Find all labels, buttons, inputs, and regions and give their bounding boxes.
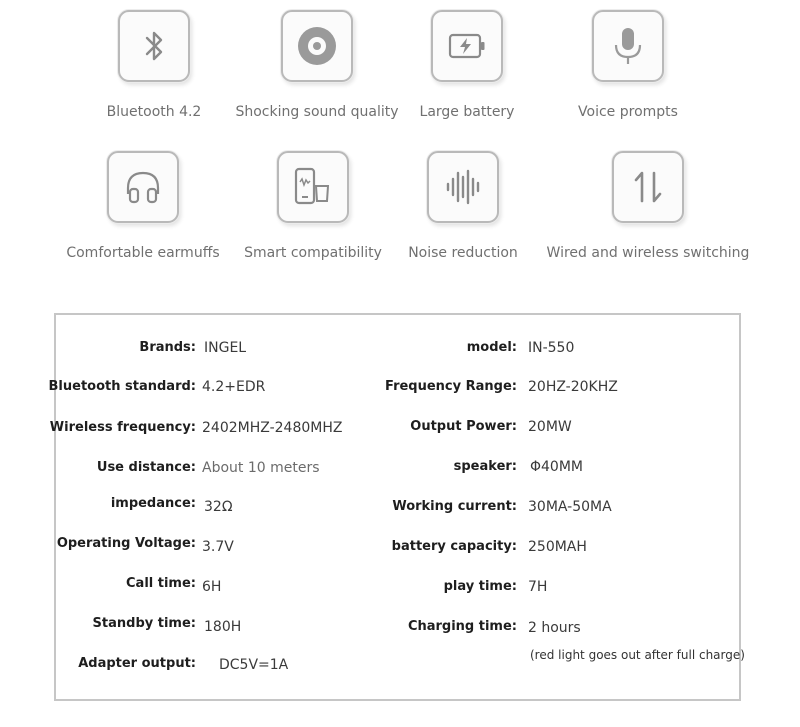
switch-arrows-icon <box>612 151 684 223</box>
spec-value: DC5V=1A <box>219 657 289 673</box>
spec-model <box>300 337 517 359</box>
spec-label: Working current: <box>392 499 517 514</box>
spec-value: 30MA-50MA <box>528 499 612 515</box>
spec-label: Operating Voltage: <box>56 536 196 551</box>
feature-label: Smart compatibility <box>244 245 382 261</box>
spec-value: About 10 meters <box>202 460 320 476</box>
spec-label: impedance: <box>110 496 196 511</box>
bluetooth-icon <box>118 10 190 82</box>
spec-value: IN-550 <box>528 340 575 356</box>
spec-label: Standby time: <box>92 616 196 631</box>
spec-label: Brands: <box>139 340 196 355</box>
spec-value: 2402MHZ-2480MHZ <box>202 420 343 436</box>
spec-value: 7H <box>528 579 548 595</box>
spec-working-current <box>300 496 517 518</box>
spec-label: Adapter output: <box>78 656 196 671</box>
spec-label: model: <box>466 340 517 355</box>
charging-note: (red light goes out after full charge) <box>530 648 745 662</box>
spec-frequency-range <box>300 376 517 398</box>
spec-impedance <box>0 493 196 515</box>
spec-value: 20MW <box>528 419 572 435</box>
spec-adapter-output <box>0 653 196 675</box>
spec-label: Output Power: <box>410 419 517 434</box>
spec-value: 4.2+EDR <box>202 379 266 395</box>
spec-label: Use distance: <box>96 460 196 475</box>
phone-cup-icon <box>277 151 349 223</box>
spec-value: 250MAH <box>528 539 587 555</box>
spec-charging-time <box>300 616 517 638</box>
battery-icon <box>431 10 503 82</box>
feature-wired-wireless <box>548 151 748 261</box>
spec-play-time <box>300 576 517 598</box>
headphones-icon <box>107 151 179 223</box>
spec-label: speaker: <box>453 459 517 474</box>
feature-noise-reduction <box>363 151 563 261</box>
spec-label: battery capacity: <box>391 539 517 554</box>
spec-label: play time: <box>443 579 517 594</box>
spec-value: Φ40MM <box>530 459 583 475</box>
spec-bluetooth-standard <box>0 376 196 398</box>
spec-value: 20HZ-20KHZ <box>528 379 618 395</box>
spec-operating-voltage <box>0 533 196 555</box>
feature-label: Large battery <box>419 104 515 120</box>
spec-value: 180H <box>204 619 242 635</box>
spec-label: Charging time: <box>407 619 517 634</box>
feature-voice-prompts <box>528 10 728 120</box>
feature-label: Wired and wireless switching <box>546 245 750 261</box>
spec-value: 32Ω <box>204 499 233 515</box>
spec-value: INGEL <box>204 340 247 356</box>
spec-label: Wireless frequency: <box>49 420 196 435</box>
sound-wave-icon <box>427 151 499 223</box>
spec-call-time <box>0 573 196 595</box>
spec-value: 6H <box>202 579 222 595</box>
disc-icon <box>281 10 353 82</box>
spec-standby-time <box>0 613 196 635</box>
spec-brands <box>0 337 196 359</box>
feature-label: Noise reduction <box>408 245 518 261</box>
spec-label: Frequency Range: <box>385 379 517 394</box>
feature-label: Voice prompts <box>578 104 678 120</box>
spec-value: 3.7V <box>202 539 234 555</box>
feature-label: Comfortable earmuffs <box>66 245 220 261</box>
microphone-icon <box>592 10 664 82</box>
spec-label: Bluetooth standard: <box>48 379 196 394</box>
spec-label: Call time: <box>126 576 196 591</box>
spec-wireless-frequency <box>0 417 196 439</box>
feature-label: Shocking sound quality <box>235 104 399 120</box>
feature-label: Bluetooth 4.2 <box>106 104 202 120</box>
spec-output-power <box>300 416 517 438</box>
spec-battery-capacity <box>300 536 517 558</box>
spec-value: 2 hours <box>528 620 581 636</box>
spec-use-distance <box>0 457 196 479</box>
spec-speaker <box>300 456 517 478</box>
